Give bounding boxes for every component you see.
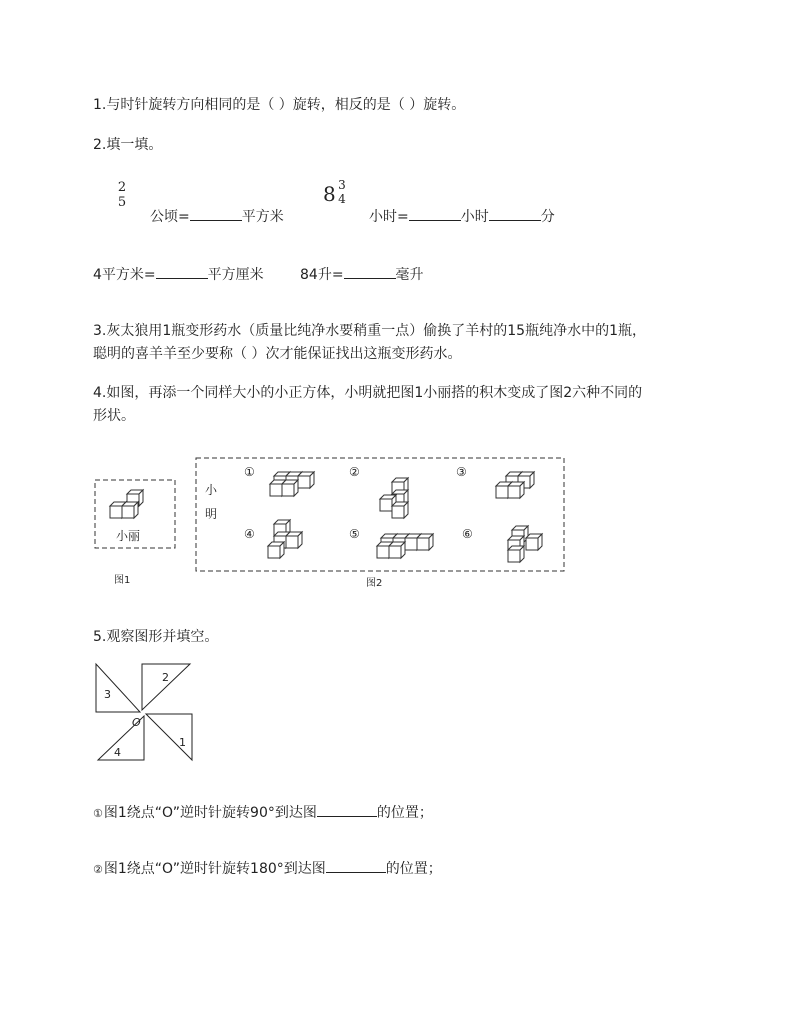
fig2-side-2: 明 xyxy=(205,507,218,521)
cube-figures xyxy=(0,450,794,600)
label-2: 2 xyxy=(162,671,169,684)
fraction-denominator: 5 xyxy=(117,195,127,210)
answer-blank-s1[interactable] xyxy=(317,802,377,817)
fig1-caption: 图1 xyxy=(114,575,131,586)
shape-4 xyxy=(268,520,302,558)
q2-row2-part1 xyxy=(93,264,264,284)
ml-label: 毫升 xyxy=(395,267,424,283)
mixed-whole: 8 xyxy=(323,182,336,206)
sqcm-label: 平方厘米 xyxy=(207,267,264,283)
hour-label-2: 小时 xyxy=(460,209,489,225)
marker-5: ⑤ xyxy=(349,527,360,541)
marker-6: ⑥ xyxy=(462,527,473,541)
hectare-label: 公顷= xyxy=(150,209,190,225)
q2-row1-part1 xyxy=(150,206,284,226)
s2-tail: 的位置； xyxy=(385,861,442,877)
s1-text: 图1绕点“O”逆时针旋转90°到达图 xyxy=(103,805,317,821)
q5-statement-1 xyxy=(93,802,433,822)
mixed-number-8-3-4 xyxy=(323,178,353,210)
label-3: 3 xyxy=(104,688,111,701)
marker-4: ④ xyxy=(244,527,255,541)
fraction-numerator: 2 xyxy=(117,180,127,195)
question-1: 1.与时针旋转方向相同的是（ ）旋转，相反的是（ ）旋转。 xyxy=(93,97,466,113)
shape-3 xyxy=(496,472,534,498)
center-o: O xyxy=(132,716,141,729)
answer-blank-s2[interactable] xyxy=(326,858,386,873)
answer-blank-hour[interactable] xyxy=(409,206,461,221)
q2-row2-part2 xyxy=(300,264,424,284)
circle-number-1: ① xyxy=(93,807,103,820)
answer-blank-sqm[interactable] xyxy=(190,206,242,221)
label-4: 4 xyxy=(114,746,121,759)
fraction-two-fifths xyxy=(116,180,128,210)
s2-text: 图1绕点“O”逆时针旋转180°到达图 xyxy=(103,861,326,877)
answer-blank-minute[interactable] xyxy=(489,206,541,221)
circle-number-2: ② xyxy=(93,863,103,876)
question-3-line2: 聪明的喜羊羊至少要称（ ）次才能保证找出这瓶变形药水。 xyxy=(93,346,462,362)
marker-1: ① xyxy=(244,465,255,479)
figure-1-cubes xyxy=(110,490,143,518)
fig2-side-1: 小 xyxy=(205,483,218,497)
shape-5 xyxy=(377,534,433,558)
mixed-numerator: 3 xyxy=(338,178,346,192)
triangle-3 xyxy=(96,664,140,712)
minute-label: 分 xyxy=(540,209,555,225)
hour-label: 小时= xyxy=(369,209,409,225)
answer-blank-ml[interactable] xyxy=(344,264,396,279)
shape-6 xyxy=(508,526,542,562)
sqm-4-label: 4平方米= xyxy=(93,267,156,283)
s1-tail: 的位置； xyxy=(376,805,433,821)
liters-label: 84升= xyxy=(300,267,344,283)
marker-3: ③ xyxy=(456,465,467,479)
q5-statement-2 xyxy=(93,858,442,878)
question-4-line2: 形状。 xyxy=(93,408,135,424)
fig2-caption: 图2 xyxy=(366,578,383,589)
shape-1 xyxy=(270,472,314,496)
question-3-line1: 3.灰太狼用1瓶变形药水（质量比纯净水要稍重一点）偷换了羊村的15瓶纯净水中的1瓶， xyxy=(93,323,646,339)
mixed-denominator: 4 xyxy=(338,192,346,206)
fig1-label: 小丽 xyxy=(116,529,141,543)
sqm-label: 平方米 xyxy=(241,209,284,225)
shape-2 xyxy=(380,478,408,518)
q2-row1-part2 xyxy=(369,206,555,226)
marker-2: ② xyxy=(349,465,360,479)
question-2-title: 2.填一填。 xyxy=(93,137,163,153)
question-4-line1: 4.如图，再添一个同样大小的小正方体，小明就把图1小丽搭的积木变成了图2六种不同的 xyxy=(93,385,643,401)
question-5-title: 5.观察图形并填空。 xyxy=(93,629,219,645)
answer-blank-sqcm[interactable] xyxy=(156,264,208,279)
label-1: 1 xyxy=(179,736,186,749)
pinwheel-figure xyxy=(94,662,194,762)
